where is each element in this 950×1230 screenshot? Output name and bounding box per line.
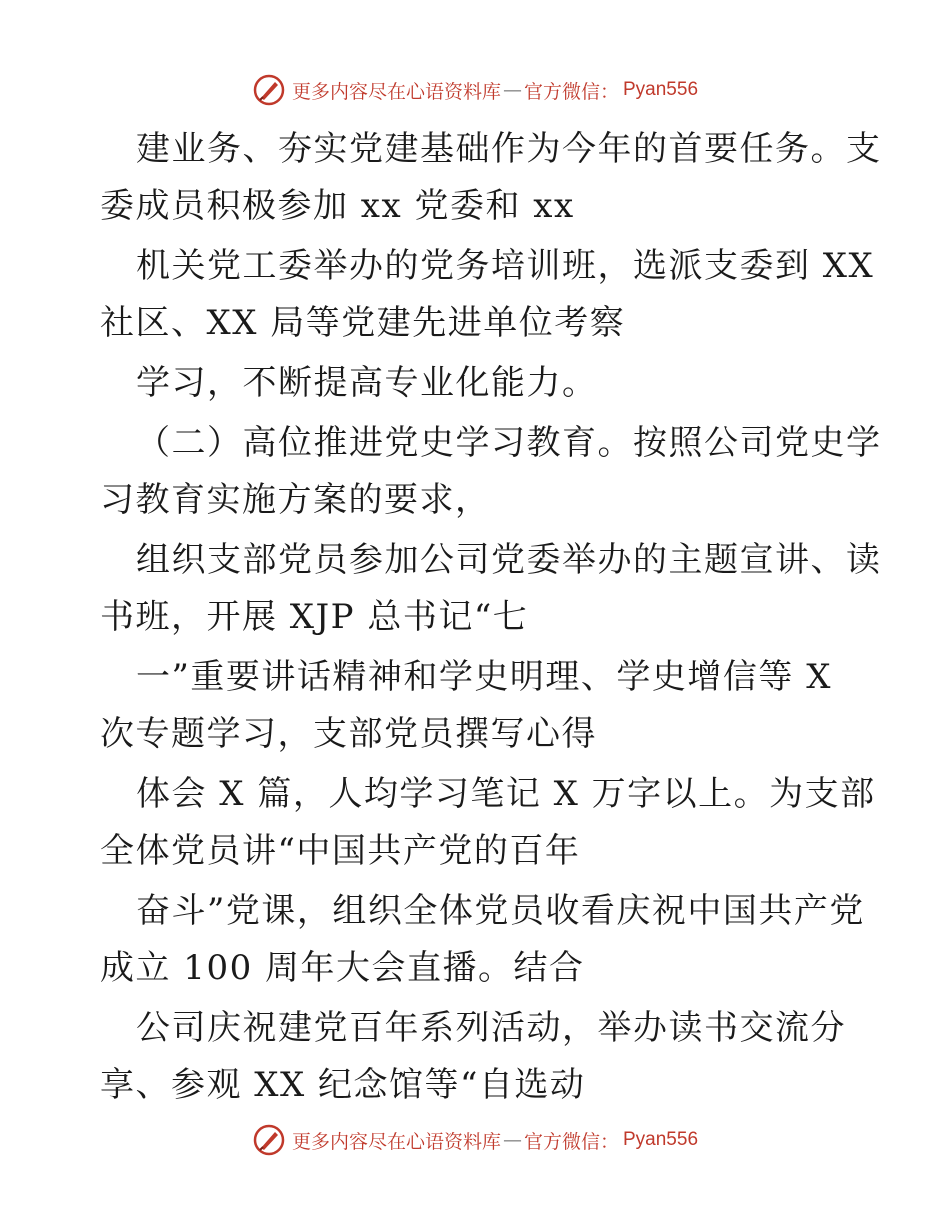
banner-wechat-label: 官方微信：	[523, 80, 619, 103]
quill-circle-icon	[252, 1123, 286, 1157]
text-line: （二）高位推进党史学习教育。按照公司党史学	[136, 423, 882, 463]
banner-slogan: 更多内容尽在心语资料库	[291, 80, 501, 103]
text-line: 一”重要讲话精神和学史明理、学史增信等 X	[136, 657, 832, 697]
text-line: 奋斗”党课，组织全体党员收看庆祝中国共产党	[136, 891, 865, 931]
text-line: 组织支部党员参加公司党委举办的主题宣讲、读	[136, 540, 882, 580]
text-line: 习教育实施方案的要求，	[100, 480, 491, 520]
text-line: 体会 X 篇，人均学习笔记 X 万字以上。为支部	[136, 774, 876, 814]
text-line: 书班，开展 XJP 总书记“七	[100, 597, 529, 637]
header-banner	[0, 70, 950, 110]
banner-dash: —	[502, 1129, 522, 1151]
banner-wechat-id: Pyan556	[623, 1129, 699, 1150]
text-line: 社区、XX 局等党建先进单位考察	[100, 303, 626, 343]
quill-circle-icon	[252, 73, 286, 107]
text-line: 成立 100 周年大会直播。结合	[100, 948, 585, 988]
text-line: 公司庆祝建党百年系列活动，举办读书交流分	[136, 1008, 846, 1048]
banner-dash: —	[502, 79, 522, 101]
footer-banner	[0, 1120, 950, 1160]
text-line: 机关党工委举办的党务培训班，选派支委到 XX	[136, 246, 875, 286]
text-line: 学习，不断提高专业化能力。	[136, 363, 598, 403]
banner-wechat-id: Pyan556	[623, 79, 699, 100]
text-line: 全体党员讲“中国共产党的百年	[100, 831, 581, 871]
text-line: 享、参观 XX 纪念馆等“自选动	[100, 1065, 586, 1105]
text-line: 次专题学习，支部党员撰写心得	[100, 714, 597, 754]
text-line: 建业务、夯实党建基础作为今年的首要任务。支	[136, 129, 882, 169]
banner-wechat-label: 官方微信：	[523, 1130, 619, 1153]
text-line: 委成员积极参加 xx 党委和 xx	[100, 186, 575, 226]
banner-slogan: 更多内容尽在心语资料库	[291, 1130, 501, 1153]
